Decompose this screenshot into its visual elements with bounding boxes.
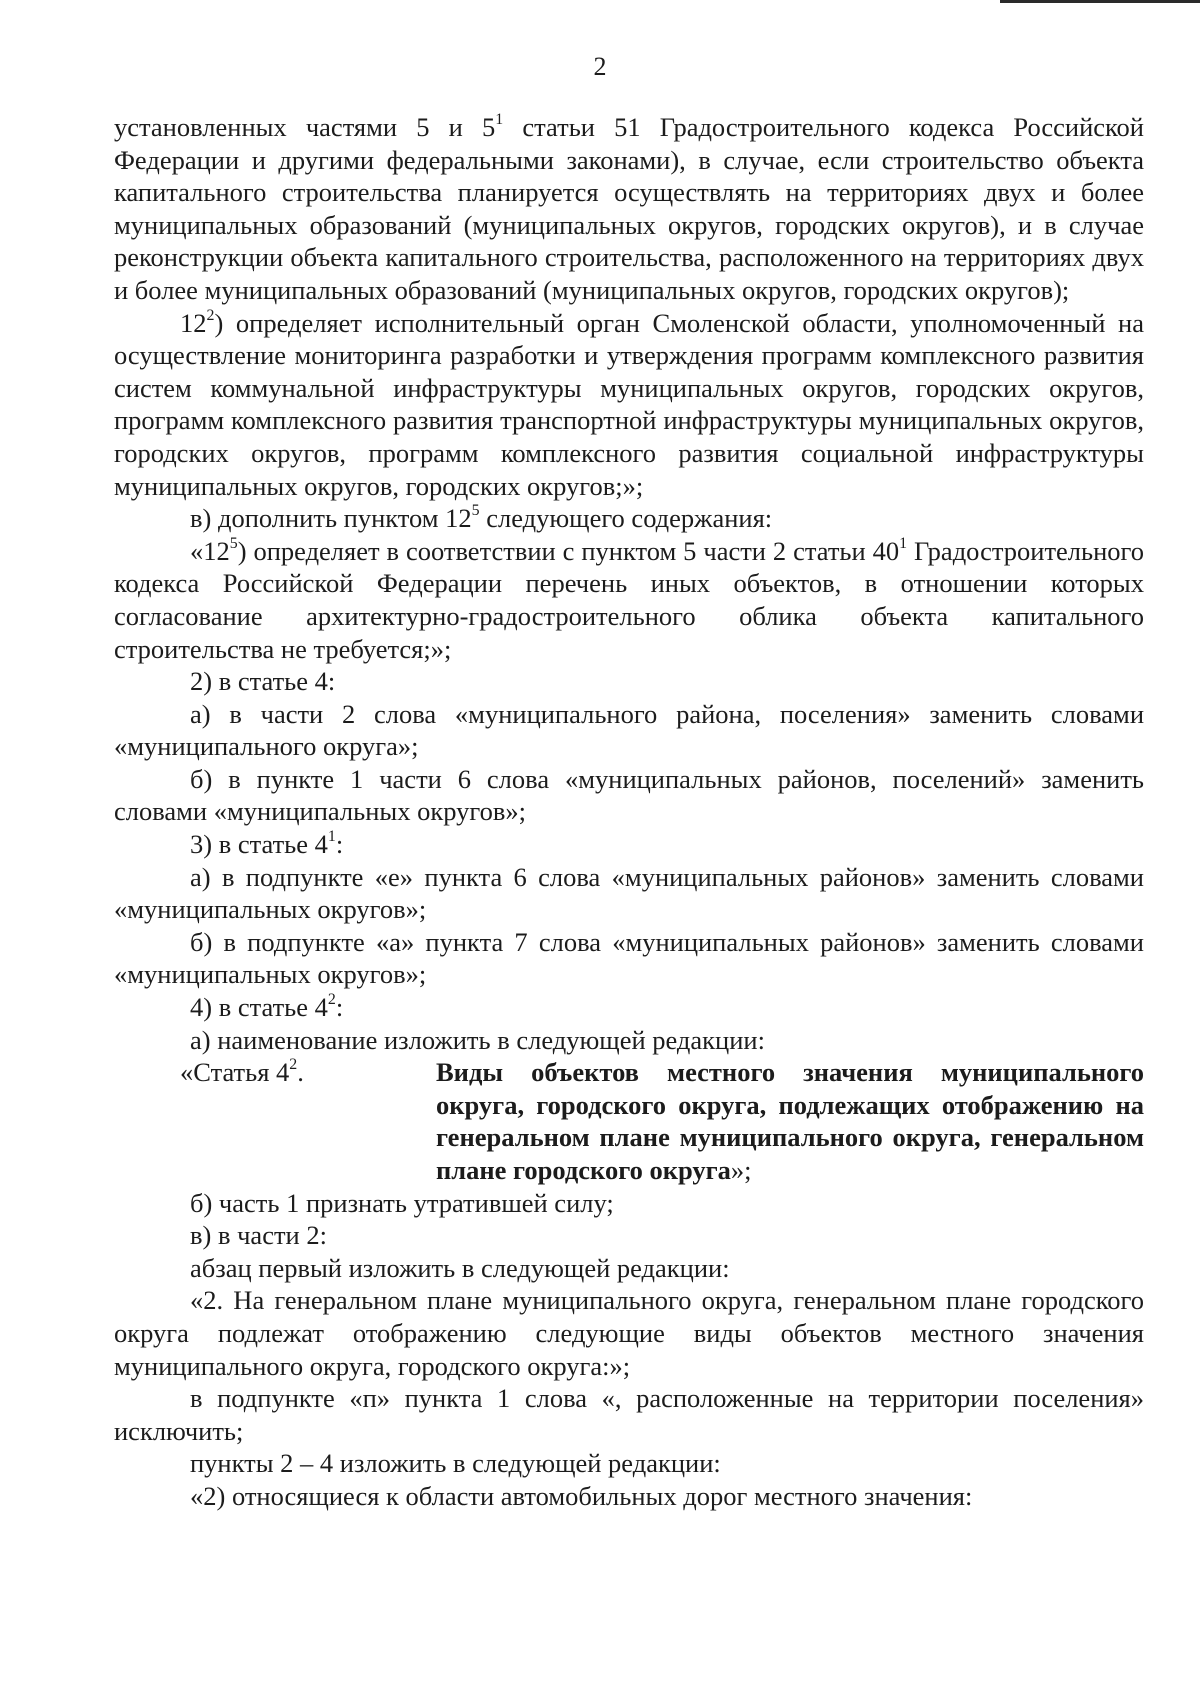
paragraph-article-4-1-a: а) в подпункте «е» пункта 6 слова «муниципальных районов» заменить словами «муниципальных округов»; (114, 861, 1144, 925)
document-body (114, 111, 1144, 1513)
paragraph-article-4-2: 4) в статье $4^2$: (190, 991, 344, 1023)
paragraph-article-4-a: а) в части 2 слова «муниципального района, поселения» заменить словами «муниципального округа»; (114, 698, 1144, 762)
paragraph-subitem-p: в подпункте «п» пункта 1 слова «, расположенные на территории поселения» исключить; (114, 1383, 1144, 1446)
paragraph-article-4-1-b: б) в подпункте «а» пункта 7 слова «муниципальных районов» заменить словами «муниципальных округов»; (114, 926, 1144, 990)
paragraph-article-4: 2) в статье 4: (190, 666, 336, 697)
paragraph-article-4-b: б) в пункте 1 части 6 слова «муниципальных районов, поселений» заменить словами «муниципальных округов»; (114, 763, 1144, 827)
page-number: 2 (593, 52, 607, 81)
paragraph-item-12-5: «$12^5$) определяет в соответствии с пунктом 5 части 2 статьи $40^1$ Градостроительного кодекса Российской Федерации перечень иных объектов, в отношении которых согласование архитектурно-градостроительного облика объекта капитального строительства не требуется;»; (114, 534, 1144, 664)
article-heading (114, 1056, 1144, 1186)
paragraph-article-4-1: 3) в статье $4^1$: (190, 828, 344, 860)
paragraph-part-1: б) часть 1 признать утратившей силу; (190, 1187, 614, 1218)
paragraph-item-12-2: $12^2$) определяет исполнительный орган Смоленской области, уполномоченный на осуществление мониторинга разработки и утверждения программ комплексного развития систем коммунальной инфраструктуры муниципальных округов, городских округов, программ комплексного развития транспортной инфраструктуры муниципальных округов, городских округов, программ комплексного развития социальной инфраструктуры муниципальных округов, городских округов;»; (114, 306, 1144, 501)
article-number: «Статья $4^2$. (180, 1056, 304, 1088)
paragraph-add-item: в) дополнить пунктом $12^5$ следующего содержания: (190, 502, 773, 534)
paragraph-items-2-4: пункты 2 – 4 изложить в следующей редакции: (190, 1448, 721, 1479)
paragraph-article-4-2-a: а) наименование изложить в следующей редакции: (190, 1024, 765, 1055)
paragraph-roads: «2) относящиеся к области автомобильных дорог местного значения: (190, 1480, 973, 1511)
paragraph-first-abzac: абзац первый изложить в следующей редакции: (190, 1252, 730, 1283)
top-rule (1000, 0, 1200, 3)
paragraph-part-2: в) в части 2: (190, 1220, 327, 1251)
paragraph-quote-2: «2. На генеральном плане муниципального округа, генеральном плане городского округа подлежат отображению следующие виды объектов местного значения муниципального округа, городского округа:»; (114, 1285, 1144, 1381)
paragraph-continuation: установленных частями 5 и $5^1$ статьи 51 Градостроительного кодекса Российской Федерации и другими федеральными законами), в случае, если строительство объекта капитального строительства планируется осуществлять на территориях двух и более муниципальных образований (муниципальных округов, городских округов), и в случае реконструкции объекта капитального строительства, расположенного на территориях двух и более муниципальных образований (муниципальных округов, городских округов); (114, 111, 1144, 305)
article-title: Виды объектов местного значения муниципального округа, городского округа, подлежащих отображению на генеральном плане муниципального округа, генеральном плане городского округа»; (436, 1057, 1144, 1185)
